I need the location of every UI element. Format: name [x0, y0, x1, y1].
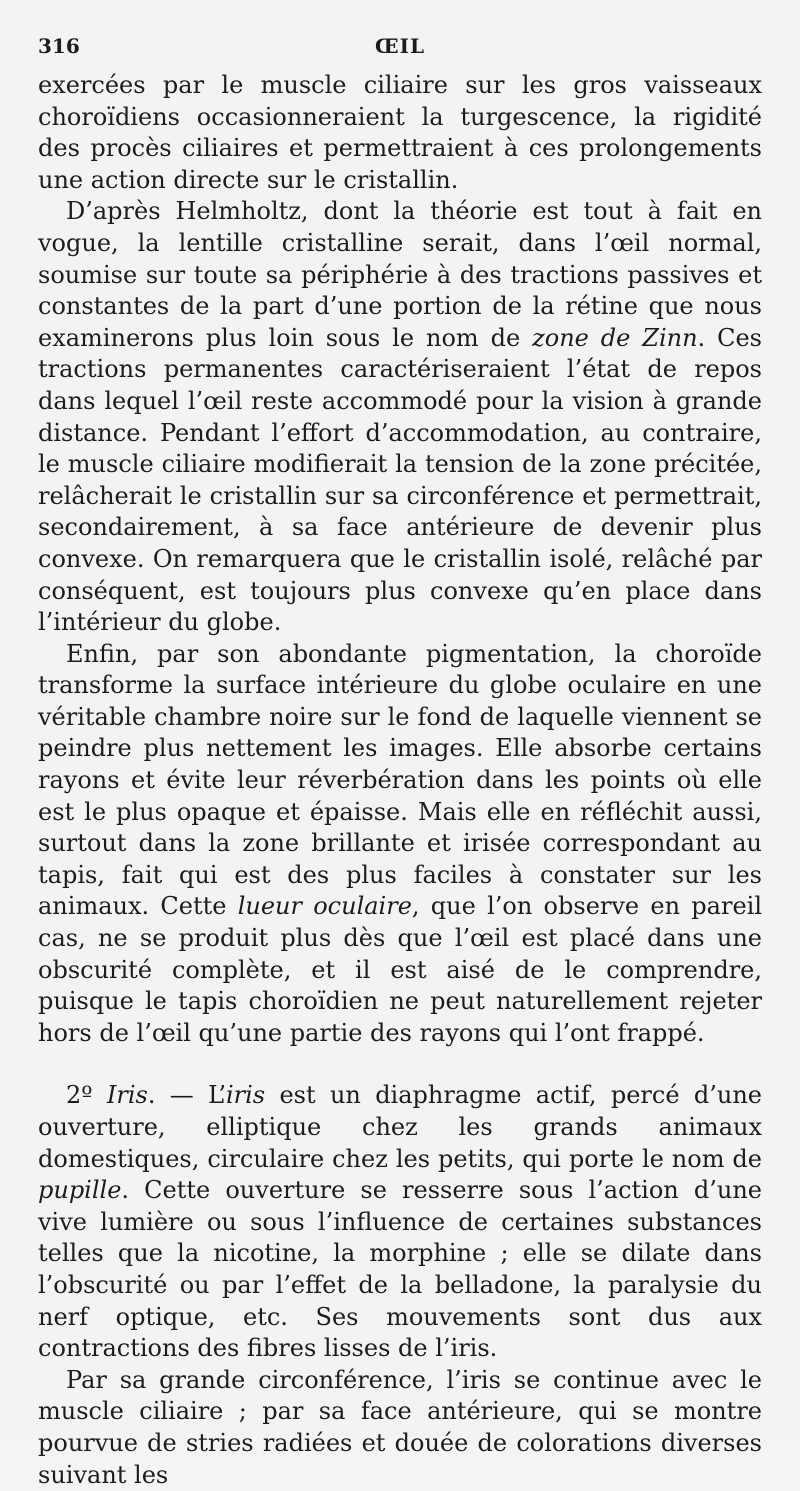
paragraph-text: est un diaphragme actif, percé d’une ouverture, elliptique chez les grands animaux domestiques, circulaire chez les petits, qui porte le nom de: [38, 1081, 762, 1173]
paragraph-text: Par sa grande circonférence, l’iris se continue avec le muscle ciliaire ; par sa face antérieure, qui se montre pourvue de stries radiées et douée de colorations diverses suivant les: [38, 1365, 762, 1489]
running-title: ŒIL: [374, 34, 426, 58]
paragraph-text: . — L’: [147, 1081, 226, 1110]
italic-term: zone de Zinn: [532, 323, 698, 352]
italic-term: iris: [225, 1081, 266, 1110]
paragraph-text: . Cette ouverture se resserre sous l’action d’une vive lumière ou sous l’influence de certaines substances telles que la nicotine, la morphine ; elle se dilate dans l’obscurité ou par l’effet de la belladone, la paralysie du nerf optique, etc. Ses mouvements sont dus aux contractions des fibres lisses de l’iris.: [38, 1176, 762, 1363]
page-number: 316: [38, 34, 80, 58]
paragraph-text: Enfin, par son abondante pigmentation, la choroïde transforme la surface intérieure du globe oculaire en une véritable chambre noire sur le fond de laquelle viennent se peindre plus nettement les images. Elle absorbe certains rayons et évite leur réverbération dans les points où elle est le plus opaque et épaisse. Mais elle en réfléchit aussi, surtout dans la zone brillante et irisée correspondant au tapis, fait qui est des plus faciles à constater sur les animaux. Cette: [38, 639, 762, 921]
section-number: 2º: [66, 1081, 107, 1110]
paragraph-text: . Ces tractions permanentes caractériseraient l’état de repos dans lequel l’œil reste accommodé pour la vision à grande distance. Pendant l’effort d’accommodation, au contraire, le muscle ciliaire modifierait la tension de la zone précitée, relâcherait le cristallin sur sa circonférence et permettrait, secondairement, à sa face antérieure de devenir plus convexe. On remarquera que le cristallin isolé, relâché par conséquent, est toujours plus convexe qu’en place dans l’intérieur du globe.: [38, 323, 762, 637]
paragraph-text: exercées par le muscle ciliaire sur les gros vaisseaux choroïdiens occasionneraient la turgescence, la rigidité des procès ciliaires et permettraient à ces prolongements une action directe sur le cristallin.: [38, 71, 762, 194]
section-title: Iris: [106, 1081, 148, 1110]
paragraph-text: D’après Helmholtz, dont la théorie est tout à fait en vogue, la lentille cristalline serait, dans l’œil normal, soumise sur toute sa périphérie à des tractions passives et constantes de la part d’une portion de la rétine que nous examinerons plus loin sous le nom de: [38, 197, 762, 352]
italic-term: lueur oculaire: [237, 892, 412, 921]
section-gap: [38, 1049, 762, 1080]
paragraph-iris-circumference: [38, 1365, 762, 1491]
paragraph-helmholtz: [38, 196, 762, 638]
italic-term: pupille: [38, 1176, 122, 1205]
section-iris: [38, 1080, 762, 1364]
page-header: [38, 30, 762, 70]
paragraph-pigmentation: [38, 639, 762, 1050]
body-text: [38, 70, 762, 1491]
paragraph-continuation: [38, 70, 762, 196]
paragraph-text: , que l’on observe en pareil cas, ne se produit plus dès que l’œil est placé dans une obscurité complète, et il est aisé de le comprendre, puisque le tapis choroïdien ne peut naturellement rejeter hors de l’œil qu’une partie des rayons qui l’ont frappé.: [38, 892, 762, 1047]
